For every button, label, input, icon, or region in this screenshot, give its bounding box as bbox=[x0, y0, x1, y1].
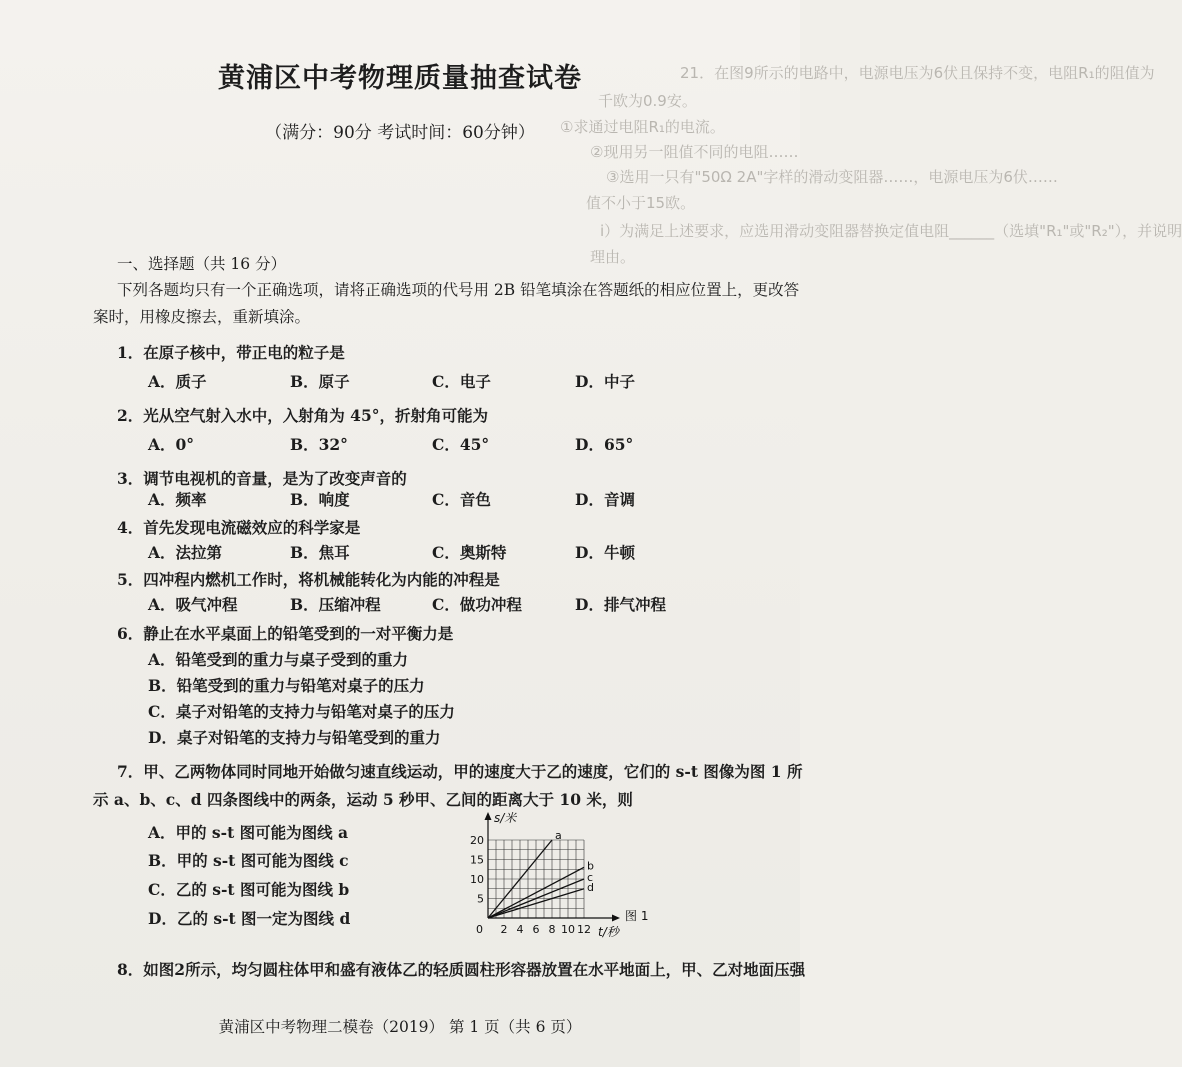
x-tick-label: 8 bbox=[548, 923, 556, 936]
question-stem: 4．首先发现电流磁效应的科学家是 bbox=[117, 518, 361, 537]
option: D．中子 bbox=[575, 372, 635, 391]
y-tick-label: 10 bbox=[470, 873, 484, 886]
question-stem: 5．四冲程内燃机工作时，将机械能转化为内能的冲程是 bbox=[117, 570, 500, 589]
option: B．铅笔受到的重力与铅笔对桌子的压力 bbox=[148, 676, 425, 695]
bleed-through-line: 21．在图9所示的电路中，电源电压为6伏且保持不变，电阻R₁的阻值为 bbox=[680, 64, 1155, 82]
origin-label: 0 bbox=[476, 923, 483, 936]
y-axis-label: s/米 bbox=[494, 811, 517, 825]
option: A．频率 bbox=[148, 490, 207, 509]
option: A．铅笔受到的重力与桌子受到的重力 bbox=[148, 650, 409, 669]
option: D．音调 bbox=[575, 490, 635, 509]
bleed-through-line: 值不小于15欧。 bbox=[586, 194, 696, 212]
option: B．甲的 s-t 图可能为图线 c bbox=[148, 851, 349, 870]
option: A．吸气冲程 bbox=[148, 595, 238, 614]
option: C．乙的 s-t 图可能为图线 b bbox=[148, 880, 350, 899]
section-instruction: 下列各题均只有一个正确选项，请将正确选项的代号用 2B 铅笔填涂在答题纸的相应位置上，更改答 bbox=[117, 281, 800, 299]
section-heading: 一、选择题（共 16 分） bbox=[117, 255, 287, 273]
option: A．法拉第 bbox=[148, 543, 223, 562]
option: D．65° bbox=[575, 435, 634, 454]
bleed-through-line: 千欧为0.9安。 bbox=[598, 92, 697, 110]
option: D．乙的 s-t 图一定为图线 d bbox=[148, 909, 351, 928]
option: B．32° bbox=[290, 435, 348, 454]
option: C．做功冲程 bbox=[432, 595, 522, 614]
option: D．牛顿 bbox=[575, 543, 635, 562]
x-tick-label: 2 bbox=[500, 923, 508, 936]
option: D．桌子对铅笔的支持力与铅笔受到的重力 bbox=[148, 728, 441, 747]
question-stem: 示 a、b、c、d 四条图线中的两条，运动 5 秒甲、乙间的距离大于 10 米，则 bbox=[93, 790, 633, 809]
y-tick-label: 5 bbox=[477, 892, 484, 906]
option: D．排气冲程 bbox=[575, 595, 666, 614]
x-tick-label: 4 bbox=[516, 923, 524, 936]
option: C．45° bbox=[432, 435, 490, 454]
question-stem: 6．静止在水平桌面上的铅笔受到的一对平衡力是 bbox=[117, 624, 454, 643]
x-axis-label: t/秒 bbox=[598, 925, 619, 939]
y-tick-label: 15 bbox=[470, 853, 484, 867]
option: B．压缩冲程 bbox=[290, 595, 381, 614]
page-footer: 黄浦区中考物理二模卷（2019） 第 1 页（共 6 页） bbox=[218, 1018, 582, 1036]
option: C．音色 bbox=[432, 490, 491, 509]
question-stem: 3．调节电视机的音量，是为了改变声音的 bbox=[117, 469, 407, 488]
series-label-d: d bbox=[587, 880, 594, 894]
option: B．响度 bbox=[290, 490, 350, 509]
bleed-through-line: i）为满足上述要求，应选用滑动变阻器替换定值电阻______（选填"R₁"或"R₂"），并说明 bbox=[600, 222, 1182, 240]
series-label-b: b bbox=[587, 859, 594, 873]
option: B．焦耳 bbox=[290, 543, 350, 562]
figure-1-st-graph bbox=[462, 808, 662, 944]
exam-title: 黄浦区中考物理质量抽查试卷 bbox=[218, 63, 582, 94]
option: A．甲的 s-t 图可能为图线 a bbox=[148, 823, 349, 842]
y-axis-arrow bbox=[485, 812, 492, 820]
question-stem: 8．如图2所示，均匀圆柱体甲和盛有液体乙的轻质圆柱形容器放置在水平地面上，甲、乙对地面压强 bbox=[117, 960, 806, 979]
exam-subtitle: （满分：90分 考试时间：60分钟） bbox=[265, 123, 535, 143]
option: C．电子 bbox=[432, 372, 491, 391]
bleed-through-line: ①求通过电阻R₁的电流。 bbox=[560, 118, 725, 136]
option: A．0° bbox=[148, 435, 195, 454]
question-stem: 2．光从空气射入水中，入射角为 45°，折射角可能为 bbox=[117, 406, 489, 425]
bleed-through-line: ②现用另一阻值不同的电阻…… bbox=[590, 143, 799, 161]
question-stem: 1．在原子核中，带正电的粒子是 bbox=[117, 343, 345, 362]
x-tick-label: 6 bbox=[532, 923, 540, 936]
section-instruction: 案时，用橡皮擦去，重新填涂。 bbox=[93, 308, 311, 326]
x-tick-label: 12 bbox=[577, 923, 591, 936]
series-label-a: a bbox=[555, 829, 562, 842]
x-axis-arrow bbox=[612, 915, 620, 922]
y-tick-label: 20 bbox=[470, 834, 484, 847]
option: C．奥斯特 bbox=[432, 543, 507, 562]
x-tick-label: 10 bbox=[561, 923, 575, 936]
option: B．原子 bbox=[290, 372, 350, 391]
question-stem: 7．甲、乙两物体同时同地开始做匀速直线运动，甲的速度大于乙的速度，它们的 s-t 图像为图 1 所 bbox=[117, 762, 803, 781]
option: A．质子 bbox=[148, 372, 207, 391]
bleed-through-line: 理由。 bbox=[590, 248, 636, 266]
series-label-c: c bbox=[587, 871, 594, 884]
bleed-through-line: ③选用一只有"50Ω 2A"字样的滑动变阻器……，电源电压为6伏…… bbox=[606, 168, 1058, 186]
figure-caption: 图 1 bbox=[625, 909, 649, 923]
option: C．桌子对铅笔的支持力与铅笔对桌子的压力 bbox=[148, 702, 455, 721]
